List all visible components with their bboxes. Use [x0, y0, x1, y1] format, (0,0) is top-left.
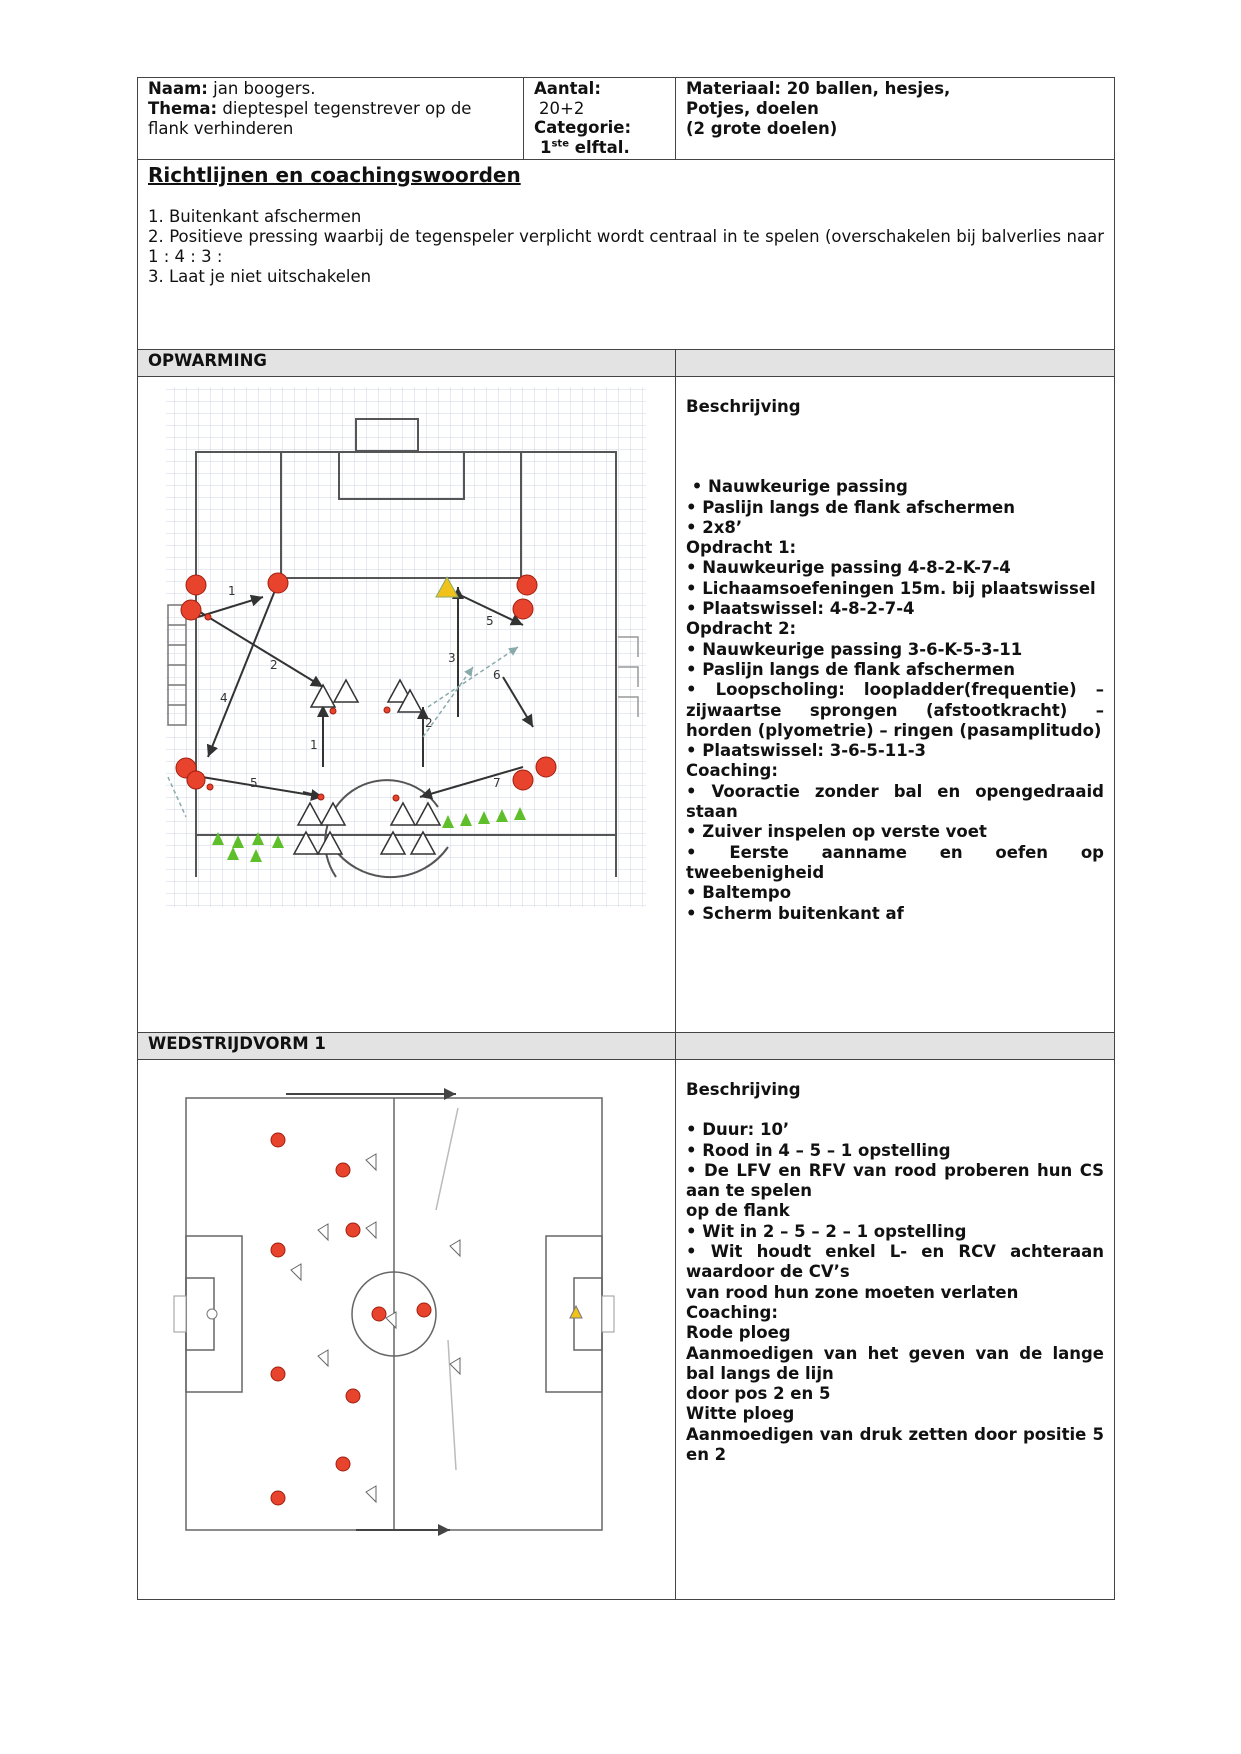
richtlijn-item: 1. Buitenkant afschermen — [148, 207, 362, 226]
desc-line: • Duur: 10’ — [686, 1120, 790, 1140]
opwarming-diagram-cell — [138, 377, 676, 1033]
thema-label: Thema: — [148, 99, 218, 118]
desc-line: • Lichaamsoefeningen 15m. bij plaatswissel — [686, 578, 1096, 598]
document-sheet — [137, 77, 1114, 1600]
materiaal-line-2: Potjes, doelen — [686, 99, 819, 118]
desc-line: op de flank — [686, 1201, 790, 1221]
svg-text:6: 6 — [493, 668, 501, 682]
desc-line: • Plaatswissel: 4-8-2-7-4 — [686, 599, 915, 619]
desc-line: Aanmoedigen van het geven van de lange bal langs de lijn — [686, 1343, 1104, 1383]
svg-text:2: 2 — [425, 716, 433, 730]
svg-text:7: 7 — [493, 776, 501, 790]
wedstrijdvorm-diagram-cell — [138, 1060, 676, 1600]
aantal-categorie-cell — [524, 78, 676, 160]
desc-line: Witte ploeg — [686, 1404, 795, 1424]
aantal-label: Aantal: — [534, 79, 601, 98]
wedstrijdvorm-heading-blank — [676, 1033, 1115, 1060]
naam-label: Naam: — [148, 79, 208, 98]
desc-line: • Rood in 4 – 5 – 1 opstelling — [686, 1140, 951, 1160]
naam-thema-cell — [138, 78, 524, 160]
desc-line: • Scherm buitenkant af — [686, 903, 904, 923]
materiaal-cell — [676, 78, 1115, 160]
goal-net — [356, 419, 418, 451]
white-players — [291, 1154, 460, 1502]
desc-line: Coaching: — [686, 1302, 778, 1322]
desc-line: Aanmoedigen van druk zetten door positie 5 en 2 — [686, 1424, 1104, 1465]
desc-line: • De LFV en RFV van rood proberen hun CS aan te spelen — [686, 1160, 1104, 1201]
red-players — [271, 1133, 431, 1505]
opwarming-description-cell — [676, 377, 1115, 1033]
opwarming-description — [686, 397, 1104, 924]
categorie-label: Categorie: — [534, 118, 632, 137]
opwarming-diagram — [138, 377, 676, 1027]
desc-line: • Plaatswissel: 3-6-5-11-3 — [686, 741, 927, 761]
richtlijn-item: 3. Laat je niet uitschakelen — [148, 267, 372, 286]
desc-line: • Loopscholing: loopladder(frequentie) – zijwaartse sprongen (afstootkracht) – horden (plyometrie) – ringen (pasamplitudo) — [686, 680, 1104, 740]
desc-line: Rode ploeg — [686, 1323, 791, 1343]
categorie-value: 1ste elftal. — [540, 137, 630, 157]
keeper-yellow — [570, 1306, 582, 1318]
desc-line: door pos 2 en 5 — [686, 1384, 831, 1404]
thema-value: dieptespel tegenstrever op de flank verhinderen — [148, 99, 472, 138]
wedstrijdvorm-description — [686, 1080, 1104, 1465]
desc-line: • Eerste aanname en oefen op tweebenigheid — [686, 842, 1104, 882]
aantal-value: 20+2 — [539, 98, 585, 118]
desc-line: • Paslijn langs de flank afschermen — [686, 659, 1015, 679]
session-table — [137, 77, 1115, 1600]
keeper-white — [207, 1309, 217, 1319]
desc-line: • Baltempo — [686, 883, 792, 903]
opwarming-heading: OPWARMING — [138, 350, 676, 377]
richtlijnen-cell — [138, 160, 1115, 350]
description-title: Beschrijving — [686, 397, 801, 416]
svg-text:1: 1 — [310, 738, 318, 752]
desc-line: • Wit in 2 – 5 – 2 – 1 opstelling — [686, 1221, 967, 1241]
naam-value: jan boogers. — [213, 79, 316, 98]
svg-text:5: 5 — [250, 776, 258, 790]
description-title: Beschrijving — [686, 1080, 801, 1099]
desc-line: • Wit houdt enkel L- en RCV achteraan waardoor de CV’s — [686, 1242, 1104, 1282]
svg-text:3: 3 — [448, 651, 456, 665]
svg-text:1: 1 — [228, 584, 236, 598]
materiaal-line-1: Materiaal: 20 ballen, hesjes, — [686, 79, 951, 98]
materiaal-line-3: (2 grote doelen) — [686, 119, 838, 138]
desc-line: • Nauwkeurige passing 3-6-K-5-3-11 — [686, 639, 1023, 659]
desc-line: van rood hun zone moeten verlaten — [686, 1282, 1019, 1302]
desc-line: • Nauwkeurige passing 4-8-2-K-7-4 — [686, 558, 1011, 578]
svg-text:2: 2 — [270, 658, 278, 672]
wedstrijdvorm-diagram — [138, 1060, 676, 1594]
desc-line: Opdracht 1: — [686, 538, 797, 558]
desc-line: • Zuiver inspelen op verste voet — [686, 822, 987, 842]
wedstrijdvorm-description-cell — [676, 1060, 1115, 1600]
desc-line: • Nauwkeurige passing — [686, 477, 908, 497]
svg-text:4: 4 — [220, 691, 228, 705]
opwarming-heading-blank — [676, 350, 1115, 377]
pass-lines — [436, 1108, 458, 1470]
desc-line: Coaching: — [686, 761, 778, 781]
wedstrijdvorm-heading: WEDSTRIJDVORM 1 — [138, 1033, 676, 1060]
desc-line: • Vooractie zonder bal en opengedraaid staan — [686, 781, 1104, 822]
grid-background — [166, 387, 646, 907]
richtlijnen-title: Richtlijnen en coachingswoorden — [148, 163, 521, 187]
desc-line: Opdracht 2: — [686, 619, 797, 639]
desc-line: • Paslijn langs de flank afschermen — [686, 497, 1015, 517]
svg-text:5: 5 — [486, 614, 494, 628]
desc-line: • 2x8’ — [686, 517, 743, 537]
richtlijn-item: 2. Positieve pressing waarbij de tegenspeler verplicht wordt centraal in te spelen (overschakelen bij balverlies naar 1 : 4 : 3 : — [148, 227, 1104, 266]
